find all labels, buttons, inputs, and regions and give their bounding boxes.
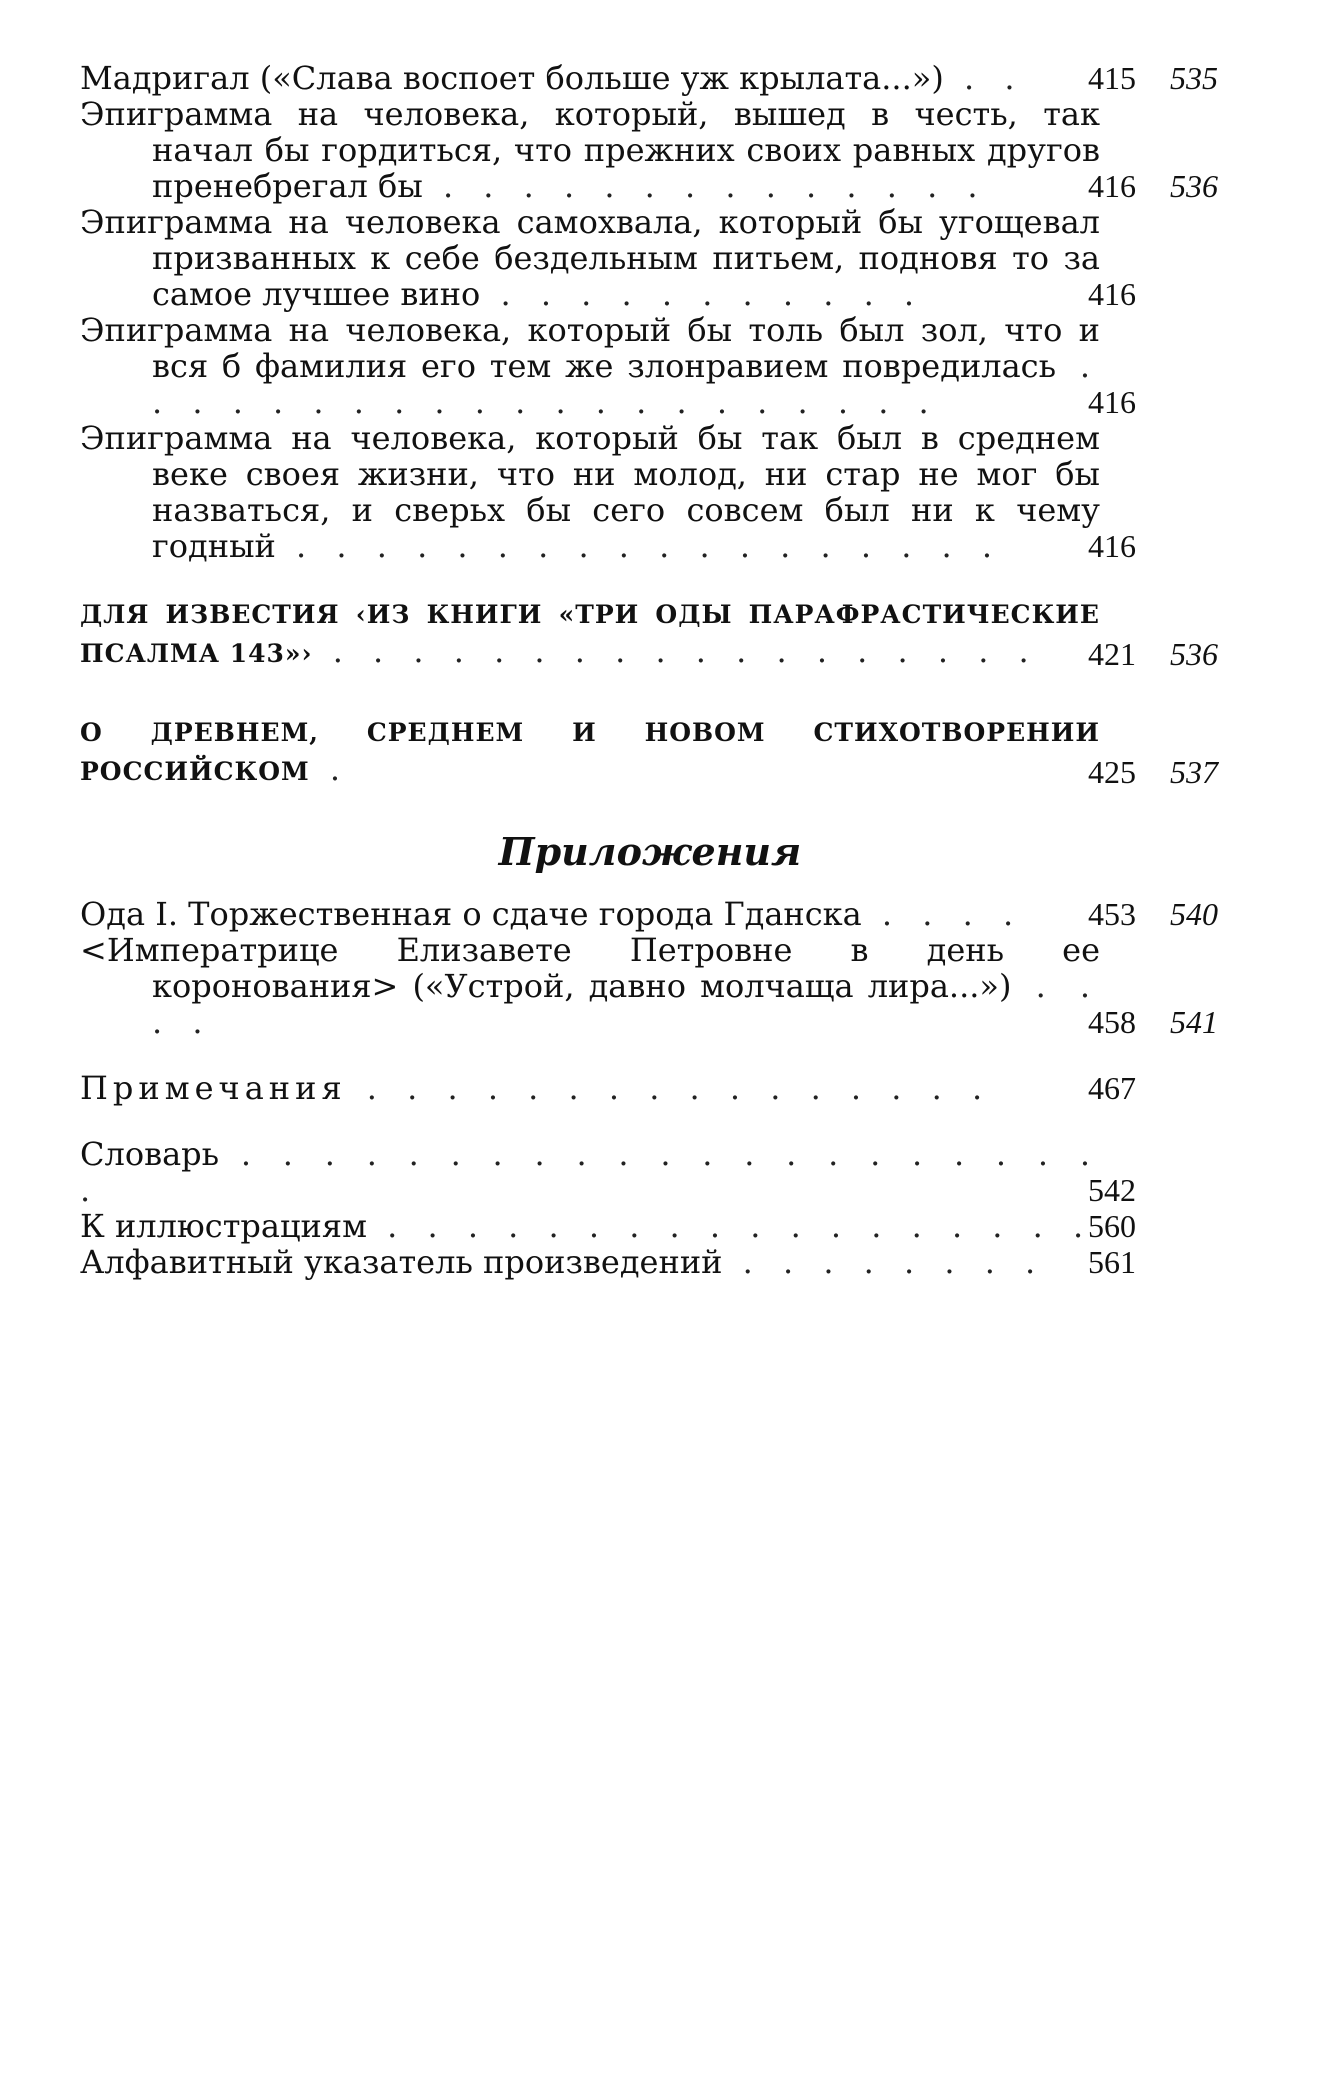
toc-entry-title: Эпиграмма на человека, который, вышед в честь, так начал бы гордиться, что прежних своих равных другов пренебрегал бы: [80, 95, 1100, 205]
page-number: 416: [1088, 384, 1136, 420]
toc-entry-illustrations: [80, 1208, 1260, 1244]
toc-entry-dictionary: [80, 1136, 1260, 1208]
page-number: 415: [1088, 60, 1136, 96]
page-number: 467: [1088, 1070, 1136, 1106]
toc-entry-title: Алфавитный указатель произведений: [80, 1243, 723, 1281]
toc-entry-title: Словарь: [80, 1135, 220, 1173]
appendix-section: [80, 830, 1260, 1040]
page-number: 561: [1088, 1244, 1136, 1280]
toc-entry-title: <Императрице Елизавете Петровне в день ее коронования> («Устрой, давно молчаща лира...»): [80, 931, 1100, 1005]
toc-entry-coronation-ode: [80, 932, 1260, 1040]
leader-dots: . . . . . . . . . . . . . . . . . .: [275, 527, 1003, 565]
leader-dots: . . . .: [861, 895, 1024, 933]
leader-dots: . . . . . . . . . . . . . . . .: [346, 1069, 993, 1107]
leader-dots: . . . . . . . .: [722, 1243, 1046, 1281]
toc-entry-ode-gdansk: [80, 896, 1260, 932]
page-number: 416: [1088, 528, 1136, 564]
toc-entry-title: Примечания: [80, 1069, 347, 1107]
toc-entry-madrigal: [80, 60, 1260, 96]
leader-dots: . . . . . . . . . . .: [480, 275, 925, 313]
leader-dots: .: [309, 750, 351, 788]
toc-entry-title: К иллюстрациям: [80, 1207, 367, 1245]
appendix-title: Приложения: [498, 829, 802, 874]
page-number: 425: [1088, 754, 1136, 790]
page-number: 560: [1088, 1208, 1136, 1244]
page-number: 416: [1088, 276, 1136, 312]
toc-entry-notes: [80, 1070, 1260, 1106]
toc-entry-epigram-1: [80, 96, 1260, 204]
toc-section-versification: [80, 712, 1260, 790]
notes-page-number: 541: [1170, 1004, 1218, 1040]
leader-dots: . . . . . . . . . . . . . . . . . .: [366, 1207, 1094, 1245]
table-of-contents-page: [80, 60, 1260, 1280]
leader-dots: . . . . . . . . . . . . . . . . . .: [312, 632, 1039, 670]
toc-group-back-matter: [80, 1136, 1260, 1280]
toc-entry-index: [80, 1244, 1260, 1280]
page-number: 453: [1088, 896, 1136, 932]
section-heading: О ДРЕВНЕМ, СРЕДНЕМ И НОВОМ СТИХОТВОРЕНИИ РОССИЙСКОМ: [80, 718, 1100, 786]
leader-dots: . . . . . . . . . . . . . .: [422, 167, 988, 205]
leader-dots: . . . . . . . . . . . . . . . . . . . . .: [152, 347, 1101, 421]
page-number: 421: [1088, 636, 1136, 672]
toc-group-epigrams: [80, 60, 1260, 564]
page-number: 458: [1088, 1004, 1136, 1040]
leader-dots: . . . .: [152, 967, 1101, 1041]
toc-entry-title: Эпиграмма на человека самохвала, который бы угощевал призванных к себе бездельным питьем, подновя то за самое лучшее вино: [80, 203, 1100, 313]
toc-entry-title: Эпиграмма на человека, который бы толь был зол, что и вся б фамилия его тем же злонравием повредилась: [80, 311, 1100, 385]
notes-page-number: 537: [1170, 754, 1218, 790]
notes-page-number: 540: [1170, 896, 1218, 932]
page-number: 416: [1088, 168, 1136, 204]
toc-entry-epigram-4: [80, 420, 1260, 564]
notes-page-number: 536: [1170, 636, 1218, 672]
page-number: 542: [1088, 1172, 1136, 1208]
toc-entry-title: Эпиграмма на человека, который бы так был в среднем веке своея жизни, что ни молод, ни стар не мог бы назваться, и сверьх бы сего совсем был ни к чему годный: [80, 419, 1100, 565]
leader-dots: . .: [943, 59, 1025, 97]
leader-dots: . . . . . . . . . . . . . . . . . . . . . .: [80, 1135, 1100, 1209]
toc-section-psalm-odes: [80, 594, 1260, 672]
section-heading: ДЛЯ ИЗВЕСТИЯ ‹ИЗ КНИГИ «ТРИ ОДЫ ПАРАФРАСТИЧЕСКИЕ ПСАЛМА 143»›: [80, 600, 1100, 668]
toc-entry-epigram-2: [80, 204, 1260, 312]
notes-page-number: 536: [1170, 168, 1218, 204]
notes-page-number: 535: [1170, 60, 1218, 96]
toc-entry-title: Ода I. Торжественная о сдаче города Гданска: [80, 895, 862, 933]
toc-entry-epigram-3: [80, 312, 1260, 420]
toc-entry-title: Мадригал («Слава воспоет больше уж крылата...»): [80, 59, 944, 97]
